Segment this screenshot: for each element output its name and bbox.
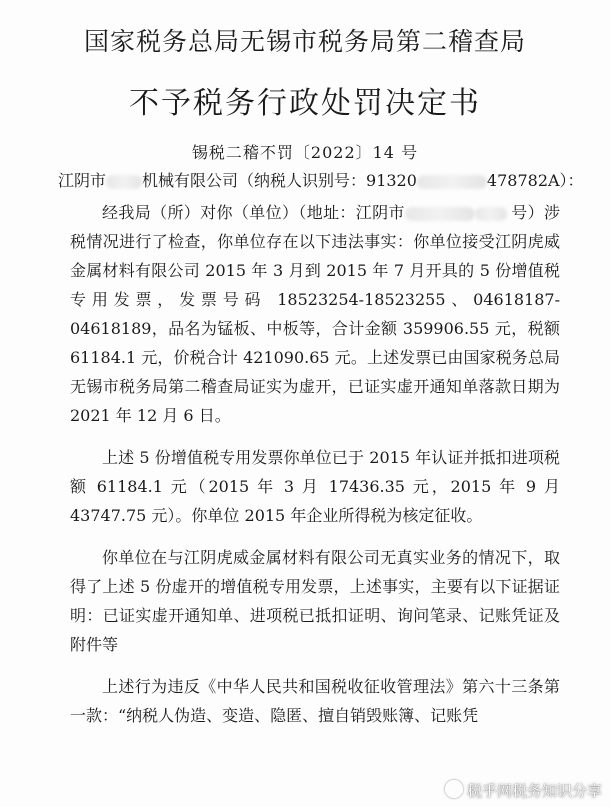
recipient-line	[58, 168, 584, 191]
recipient-name-prefix: 江阴市	[58, 171, 107, 190]
paragraph-text: 经我局（所）对你（单位）（地址：江阴市	[102, 203, 405, 222]
paragraph-evidence: 你单位在与江阴虎威金属材料有限公司无真实业务的情况下，取得了上述 5 份虚开的增值税专用发票，上述事实，主要有以下证据证明：已证实虚开通知单、进项税已抵扣证明、询问笔录、记账凭证及附件等	[70, 548, 560, 654]
document-title: 不予税务行政处罚决定书	[129, 86, 481, 121]
redacted-region	[417, 175, 487, 189]
circle-logo-icon	[445, 780, 463, 798]
recipient-name-suffix: 机械有限公司（纳税人识别号：91320	[142, 171, 417, 190]
paragraph-findings	[70, 198, 560, 430]
redacted-region	[405, 207, 475, 221]
issuing-agency: 国家税务总局无锡市税务局第二稽查局	[83, 27, 526, 56]
paragraph-text: 号）涉税情况进行了检查，你单位存在以下违法事实：你单位接受江阴虎威金属材料有限公司 2015 年 3 月到 2015 年 7 月开具的 5 份增值税专用发票，发票号码 18523254-18523255、04618187-04618189，品名为锰板、中板等，合计金额 359906.55 元，税额 61184.1 元，价税合计 421090.65 元。上述发票已由国家税务总局无锡市税务局第二稽查局证实为虚开，已证实虚开通知单落款日期为 2021 年 12 月 6 日。	[70, 203, 560, 425]
document-number: 锡税二稽不罚〔2022〕14 号	[191, 143, 419, 162]
paragraph-legal-basis: 上述行为违反《中华人民共和国税收征收管理法》第六十三条第一款：“纳税人伪造、变造、隐匿、擅自销毁账簿、记账凭	[70, 677, 560, 725]
document-body	[70, 198, 560, 743]
watermark	[445, 780, 602, 801]
paragraph-deduction: 上述 5 份增值税专用发票你单位已于 2015 年认证并抵扣进项税额 61184.1 元（2015 年 3 月 17436.35 元，2015 年 9 月 43747.75 元）。你单位 2015 年企业所得税为核定征收。	[70, 448, 560, 525]
redacted-region	[106, 175, 142, 189]
recipient-tax-id-suffix: 478782A）：	[486, 171, 584, 190]
watermark-text: 税乎网税务知识分享	[466, 782, 602, 800]
redacted-region	[475, 207, 507, 221]
